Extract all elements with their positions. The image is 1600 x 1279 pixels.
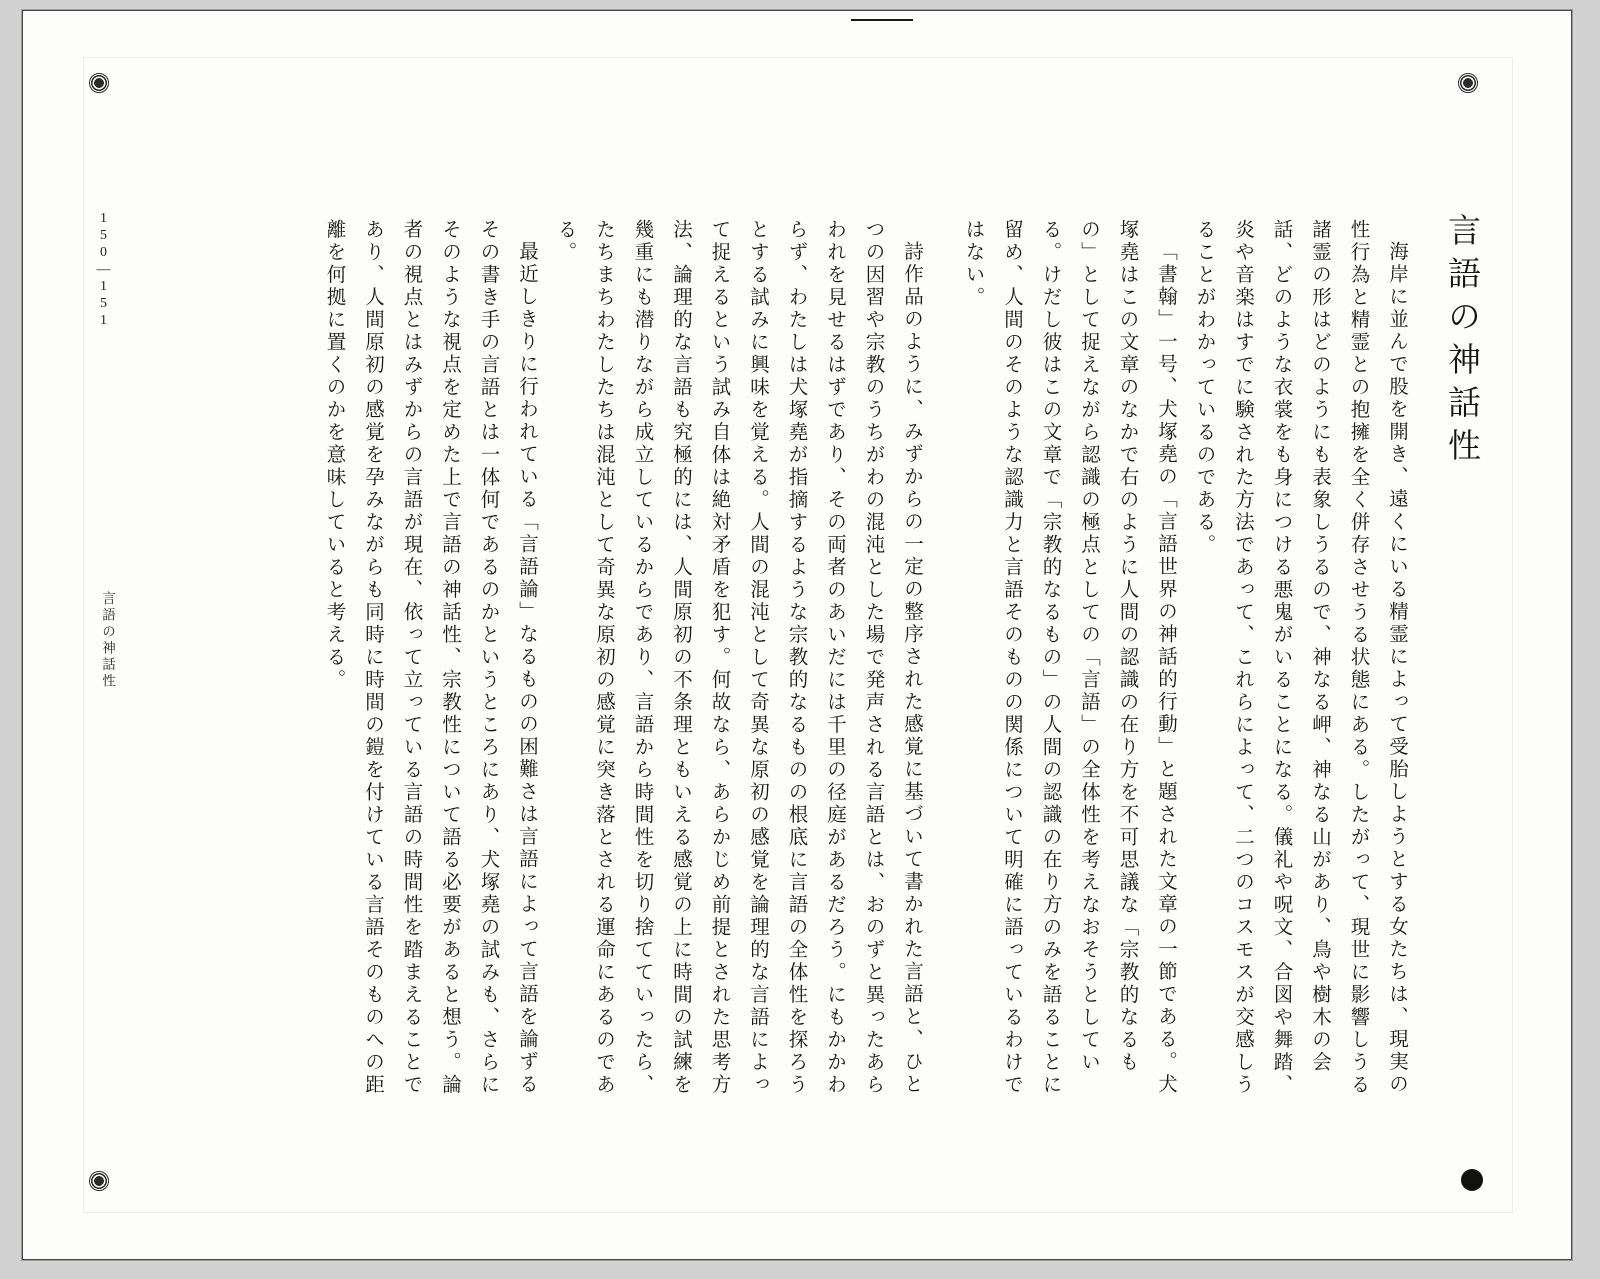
- paragraph: 詩作品のように、みずからの一定の整序された感覚に基づいて書かれた言語と、ひとつの因習や宗教のうちがわの混沌とした場で発声される言語とは、おのずと異ったあらわれを見せるはずであり、その両者のあいだには千里の径庭があるだろう。にもかかわらず、わたしは犬塚堯が指摘するような宗教的なるものの根底に言語の全体性を探ろうとする試みに興味を覚える。人間の混沌として奇異な原初の感覚を論理的な言語によって捉えるという試み自体は絶対矛盾を犯す。何故なら、あらかじめ前提とされた思考方法、論理的な言語も究極的には、人間原初の不条理ともいえる感覚の上に時間の試練を幾重にも潜りながら成立しているからであり、言語から時間性を切り捨てていったら、たちまちわたしたちは混沌として奇異な原初の感覚に突き落とされる運命にあるのである。: [554, 219, 922, 1097]
- page-body: [83, 151, 1503, 1131]
- registration-mark-bottom-left: [89, 1171, 109, 1191]
- paragraph: 「書翰」一号、犬塚堯の「言語世界の神話的行動」と題された文章の一節である。犬塚堯はこの文章のなかで右のように人間の認識の在り方を不可思議な「宗教的なるもの」として捉えながら認識の極点としての「言語」の全体性を考えなおそうとしている。けだし彼はこの文章で「宗教的なるもの」の人間の認識の在り方のみを語ることに留め、人間のそのような認識力と言語そのものの関係について明確に語っているわけではない。: [962, 219, 1176, 1097]
- folio-page-numbers: 150—151: [96, 211, 111, 330]
- text-block-left: [314, 219, 930, 1099]
- running-head: 言語の神話性: [100, 591, 115, 690]
- registration-mark-top-left: [89, 73, 109, 93]
- paper-sheet: [22, 10, 1572, 1260]
- paragraph: 海岸に並んで股を開き、遠くにいる精霊によって受胎しようとする女たちは、現実の性行為と精霊との抱擁を全く併存させうる状態にある。したがって、現世に影響しうる諸霊の形はどのようにも表象しうるので、神なる岬、神なる山があり、鳥や樹木の会話、どのような衣裳をも身につける悪鬼がいることになる。儀礼や呪文、合図や舞踏、炎や音楽はすでに験された方法であって、これらによって、二つのコスモスが交感しうることがわかっているのである。: [1193, 219, 1407, 1097]
- text-block-right: [953, 219, 1415, 1099]
- crop-mark: [851, 19, 913, 21]
- registration-mark-top-right: [1458, 73, 1478, 93]
- solid-dot-mark-bottom-right: [1461, 1169, 1483, 1191]
- chapter-title: 言語の神話性: [1443, 213, 1479, 471]
- paragraph: 最近しきりに行われている「言語論」なるものの困難さは言語によって言語を論ずるその書き手の言語とは一体何であるのかというところにあり、犬塚堯の試みも、さらにそのような視点を定めた上で言語の神話性、宗教性について語る必要があると想う。論者の視点とはみずからの言語が現在、依って立っている言語の時間性を踏まえることであり、人間原初の感覚を孕みながらも同時に時間の鎧を付けている言語そのものへの距離を何拠に置くのかを意味していると考える。: [323, 219, 537, 1097]
